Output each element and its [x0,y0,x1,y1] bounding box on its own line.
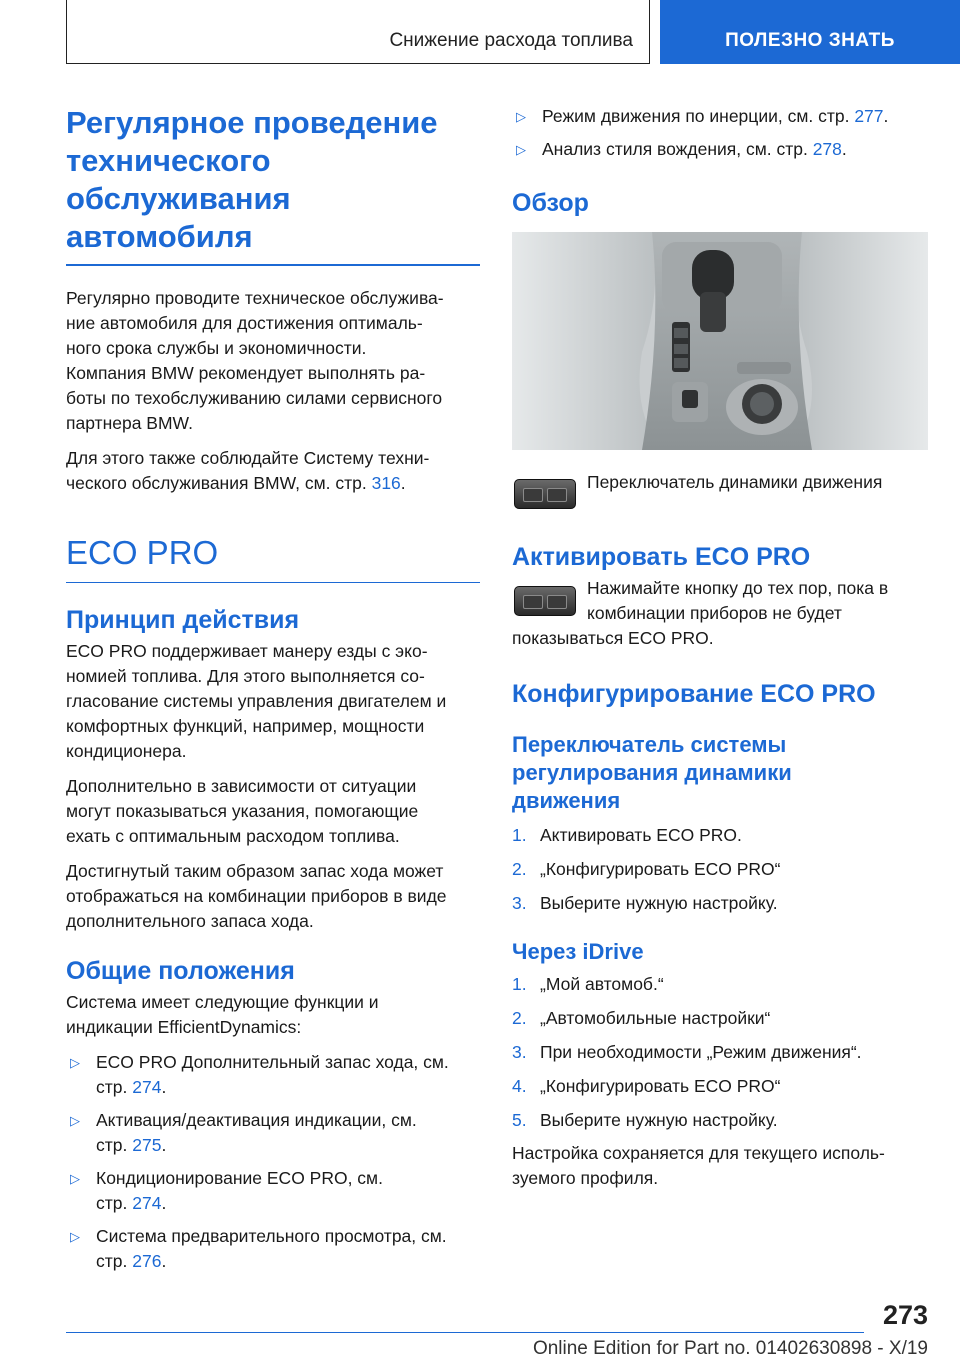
step-number: 1. [512,825,527,845]
overview-heading: Обзор [512,189,589,217]
page-link-277[interactable]: 277 [854,106,884,126]
text-line: кондиционера. [66,741,187,761]
step-number: 3. [512,893,527,913]
triangle-bullet-icon: ▷ [70,1055,80,1070]
page-link-274[interactable]: 274 [132,1077,162,1097]
text-span: стр. [96,1077,133,1097]
list-item [512,972,928,997]
text-line: индикации EfficientDynamics: [66,1017,302,1037]
list-item [66,1224,480,1274]
text-line: номией топлива. Для этого выполняется со‐ [66,666,425,686]
text-line: стр. 274. [96,1193,167,1213]
step-text: Активировать ECO PRO. [540,825,742,845]
title-line: Регулярное проведение [66,105,438,140]
text-line: дополнительного запаса хода. [66,911,314,931]
switch-subheading [512,731,928,815]
text-line: комбинации приборов не будет [587,603,842,623]
list-item [66,1166,480,1216]
steps-list-switch [512,823,928,916]
title-line: обслуживания [66,181,291,216]
step-text: „Автомобильные настройки“ [540,1008,771,1028]
text-line: Компания BMW рекомендует выполнять ра‐ [66,362,426,383]
activate-paragraph [512,576,928,651]
triangle-bullet-icon: ▷ [516,109,526,124]
photo-caption: Переключатель динамики движения [587,472,883,492]
step-text: Выберите нужную настройку. [540,1110,778,1130]
right-column-bottom [512,542,928,1191]
general-paragraph [66,990,480,1040]
service-system-paragraph [66,446,480,496]
general-heading: Общие положения [66,957,295,985]
list-item [512,1006,928,1031]
header-section-title: Снижение расхода топлива [389,30,633,51]
page-link-275[interactable]: 275 [132,1135,162,1155]
text-line: Система имеет следующие функции и [66,992,379,1012]
principle-paragraph [66,639,480,764]
subheading-line: движения [512,788,621,813]
text-span: Режим движения по инерции, см. стр. [542,106,855,126]
header-tab[interactable] [660,0,960,64]
steps-list-idrive [512,972,928,1133]
dynamic-switch-icon [514,586,576,616]
step-text: „Конфигурировать ECO PRO“ [540,859,781,879]
list-item [66,1050,480,1100]
text-line: комфортных функций, например, мощности [66,716,425,736]
hint-paragraph [66,774,480,849]
title-line: автомобиля [66,219,253,254]
dynamic-switch-icon [514,479,576,509]
text-line: Регулярно проводите техническое обслужива‐ [66,287,444,308]
page-number: 273 [882,1300,928,1330]
edition-footer: Online Edition for Part no. 01402630898 - X/19 [532,1338,928,1359]
step-number: 2. [512,1008,527,1028]
header-section-box [66,0,650,64]
left-column [66,104,480,1274]
console-illustration [512,232,928,450]
text-line: ехать с оптимальным расходом топлива. [66,826,400,846]
text-line: могут показываться указания, помогающие [66,801,419,821]
text-line: Кондиционирование ECO PRO, см. [96,1168,383,1188]
triangle-bullet-icon: ▷ [70,1113,80,1128]
page-link-276[interactable]: 276 [132,1251,162,1271]
page-link-278[interactable]: 278 [812,139,842,159]
title-divider [66,264,480,266]
triangle-bullet-icon: ▷ [516,142,526,157]
eco-divider [66,582,480,584]
text-line: Для этого также соблюдайте Систему техни‐ [66,447,430,468]
subheading-line: регулирования динамики [512,760,792,785]
step-text: При необходимости „Режим движения“. [540,1042,862,1062]
text-line: боты по техобслуживанию силами сервисного [66,387,443,408]
text-line: стр. 275. [96,1135,167,1155]
page-link-316[interactable]: 316 [371,472,401,493]
text-line: партнера BMW. [66,412,193,433]
text-line: ческого обслуживания BMW, см. стр. 316. [66,472,406,493]
list-item [512,823,928,848]
text-line: ние автомобиля для достижения оптималь‐ [66,312,423,333]
text-line: стр. 274. [96,1077,167,1097]
list-item [512,891,928,916]
title-line: технического [66,143,271,178]
step-number: 5. [512,1110,527,1130]
right-column-top [512,104,928,218]
list-item: ▷ Режим движения по инерции, см. стр. 277. [512,104,928,129]
principle-heading: Принцип действия [66,606,300,634]
reserve-paragraph [66,859,480,934]
intro-paragraph [66,286,480,436]
triangle-bullet-icon: ▷ [70,1229,80,1244]
text-line: зуемого профиля. [512,1168,659,1188]
text-span: ческого обслуживания BMW, см. стр. [66,472,372,493]
subheading-line: Переключатель системы [512,732,787,757]
text-line: показываться ECO PRO. [512,628,714,648]
text-line: Активация/деактивация индикации, см. [96,1110,417,1130]
text-span: стр. [96,1251,133,1271]
text-line: гласование системы управления двигателем и [66,691,447,711]
text-line: Достигнутый таким образом запас хода может [66,861,444,881]
list-item [512,1074,928,1099]
header-tab-label: ПОЛЕЗНО ЗНАТЬ [725,30,895,51]
text-line: отображаться на комбинации приборов в виде [66,886,447,906]
text-line: ECO PRO поддерживает манеру езды с эко‐ [66,641,428,661]
step-number: 2. [512,859,527,879]
activate-heading: Активировать ECO PRO [512,543,811,571]
page-link-274[interactable]: 274 [132,1193,162,1213]
text-span: Анализ стиля вождения, см. стр. [542,139,813,159]
list-item [512,1040,928,1065]
text-line: Нажимайте кнопку до тех пор, пока в [587,578,889,598]
step-text: „Мой автомоб.“ [540,974,664,994]
text-line: ного срока службы и экономичности. [66,337,367,358]
footer-divider [66,1332,864,1333]
step-text: „Конфигурировать ECO PRO“ [540,1076,781,1096]
list-item [66,1108,480,1158]
text-line: ECO PRO Дополнительный запас хода, см. [96,1052,449,1072]
text-line: стр. 276. [96,1251,167,1271]
step-number: 1. [512,974,527,994]
step-number: 4. [512,1076,527,1096]
idrive-subheading: Через iDrive [512,939,644,964]
text-span: стр. [96,1193,133,1213]
list-item [512,857,928,882]
save-paragraph [512,1141,928,1191]
feature-list [66,1050,480,1274]
text-line: Настройка сохраняется для текущего исполь‐ [512,1143,885,1163]
page-title [66,104,480,256]
triangle-bullet-icon: ▷ [70,1171,80,1186]
text-line: Дополнительно в зависимости от ситуации [66,776,417,796]
text-line: Система предварительного просмотра, см. [96,1226,447,1246]
config-heading: Конфигурирование ECO PRO [512,680,876,708]
step-text: Выберите нужную настройку. [540,893,778,913]
eco-pro-heading: ECO PRO [66,533,219,571]
list-item: ▷ Анализ стиля вождения, см. стр. 278. [512,137,928,162]
text-span: стр. [96,1135,133,1155]
step-number: 3. [512,1042,527,1062]
center-console-photo [512,232,928,450]
list-item [512,1108,928,1133]
